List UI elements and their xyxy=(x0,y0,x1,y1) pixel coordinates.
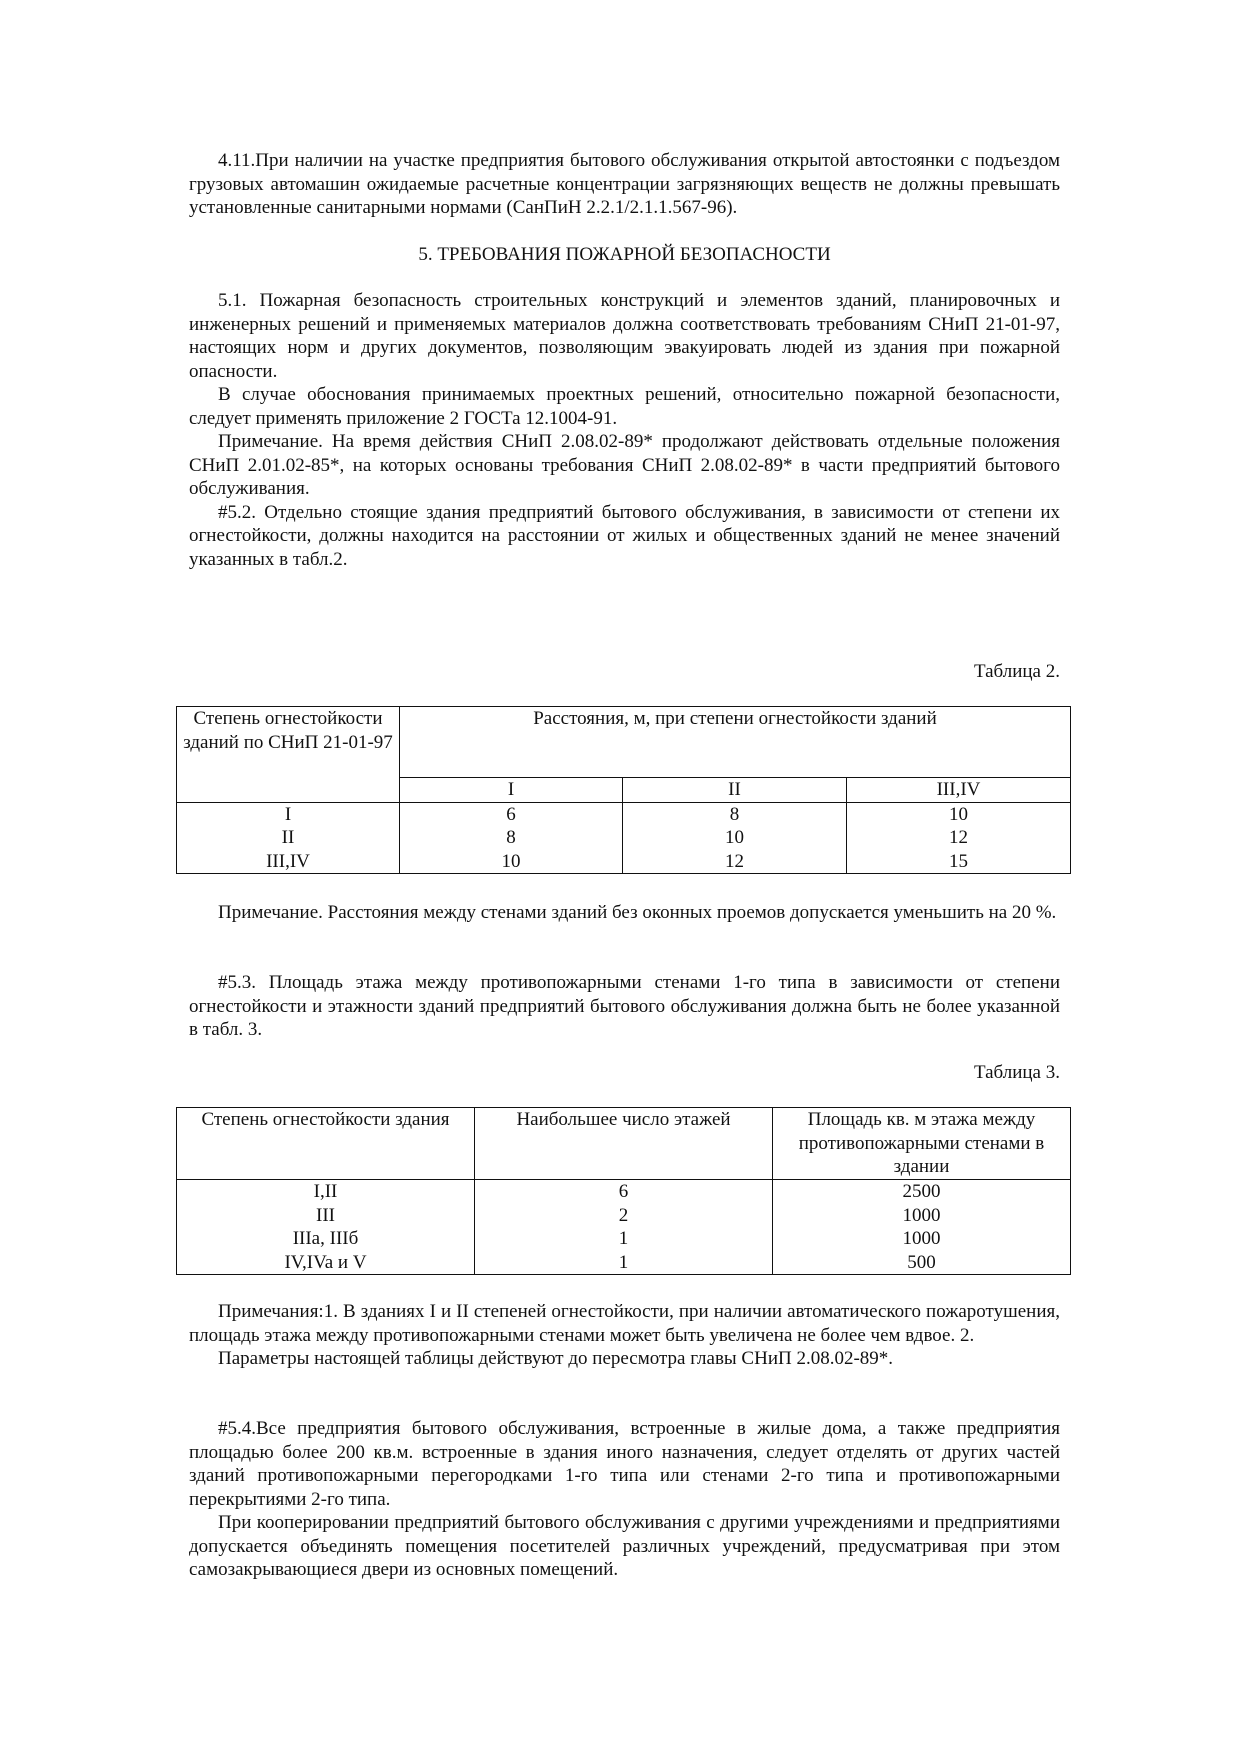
paragraph-5-4-group xyxy=(189,1417,1060,1582)
table-cell: IV,IVa и V xyxy=(177,1251,475,1275)
table-header-cell: III,IV xyxy=(847,778,1071,803)
paragraph-5-3 xyxy=(189,971,1060,1042)
table-row xyxy=(177,1180,1071,1204)
table-cell: II xyxy=(177,826,400,850)
table-cell: III xyxy=(177,1204,475,1228)
table-cell: 12 xyxy=(847,826,1071,850)
table-3 xyxy=(176,1107,1071,1275)
paragraph-text: 4.11.При наличии на участке предприятия бытового обслуживания открытой автостоянки с подъездом грузовых автомашин ожидаемые расчетные концентрации загрязняющих веществ не должны превышать установленные санитарными нормами (СанПиН 2.2.1/2.1.1.567-96). xyxy=(189,150,1060,218)
paragraph-5-1b: В случае обоснования принимаемых проектных решений, относительно пожарной безопасности, следует применять приложение 2 ГОСТа 12.1004-91. xyxy=(189,384,1060,429)
table-cell: IIIа, IIIб xyxy=(177,1227,475,1251)
table-cell: 15 xyxy=(847,850,1071,874)
table-cell: 6 xyxy=(400,802,623,826)
paragraph-note: Примечание. На время действия СНиП 2.08.02-89* продолжают действовать отдельные положения СНиП 2.01.02-85*, на которых основаны требования СНиП 2.08.02-89* в части предприятий бытового обслуживания. xyxy=(189,431,1060,499)
note-text: Примечание. Расстояния между стенами зданий без оконных проемов допускается уменьшить на 20 %. xyxy=(218,902,1057,923)
table2-caption: Таблица 2. xyxy=(973,661,1060,682)
table-cell: I xyxy=(177,802,400,826)
table-row xyxy=(177,802,1071,826)
table-cell: 8 xyxy=(623,802,847,826)
table-row xyxy=(177,1251,1071,1275)
table-row xyxy=(177,1227,1071,1251)
table-header-cell: II xyxy=(623,778,847,803)
paragraph-5-4b: При кооперировании предприятий бытового обслуживания с другими учреждениями и предприятиями допускается объединять помещения посетителей различных учреждений, предусматривая при этом самозакрывающиеся двери из основных помещений. xyxy=(189,1512,1060,1580)
paragraph-5-2: #5.2. Отдельно стоящие здания предприятий бытового обслуживания, в зависимости от степени их огнестойкости, должны находится на расстоянии от жилых и общественных зданий не менее значений указанных в табл.2. xyxy=(189,501,1060,570)
table-cell: 1 xyxy=(475,1227,773,1251)
table-2 xyxy=(176,706,1071,874)
section-title: 5. ТРЕБОВАНИЯ ПОЖАРНОЙ БЕЗОПАСНОСТИ xyxy=(418,244,831,265)
note-text: Параметры настоящей таблицы действуют до пересмотра главы СНиП 2.08.02-89*. xyxy=(218,1348,894,1369)
table-row xyxy=(177,850,1071,874)
table-cell: 1000 xyxy=(773,1204,1071,1228)
table2-note xyxy=(189,901,1060,925)
table-row xyxy=(177,826,1071,850)
table-header-row xyxy=(177,707,1071,778)
table-cell: I,II xyxy=(177,1180,475,1204)
table-cell: 10 xyxy=(623,826,847,850)
table-cell: 1 xyxy=(475,1251,773,1275)
table-header-cell: Степень огнестойкости зданий по СНиП 21-01-97 xyxy=(177,707,400,803)
table-header-row xyxy=(177,1108,1071,1180)
note-text: Примечания:1. В зданиях I и II степеней огнестойкости, при наличии автоматического пожаротушения, площадь этажа между противопожарными стенами может быть увеличена не более чем вдвое. 2. xyxy=(189,1301,1060,1346)
table-cell: 2500 xyxy=(773,1180,1071,1204)
table-header-cell: Расстояния, м, при степени огнестойкости зданий xyxy=(400,707,1071,778)
paragraph-text: #5.3. Площадь этажа между противопожарными стенами 1-го типа в зависимости от степени огнестойкости и этажности зданий предприятий бытового обслуживания должна быть не более указанной в табл. 3. xyxy=(189,972,1060,1040)
table-cell: 500 xyxy=(773,1251,1071,1275)
table-cell: 12 xyxy=(623,850,847,874)
table3-caption: Таблица 3. xyxy=(973,1062,1060,1083)
table-row xyxy=(177,1204,1071,1228)
table-cell: III,IV xyxy=(177,850,400,874)
table-cell: 10 xyxy=(847,802,1071,826)
paragraph-5-4: #5.4.Все предприятия бытового обслуживания, встроенные в жилые дома, а также предприятия площадью более 200 кв.м. встроенные в здания иного назначения, следует отделять от других частей зданий противопожарными перегородками 1-го типа или стенами 2-го типа и противопожарными перекрытиями 2-го типа. xyxy=(189,1418,1060,1510)
table-header-cell: Площадь кв. м этажа между противопожарными стенами в здании xyxy=(773,1108,1071,1180)
paragraph-5-1-group xyxy=(189,289,1060,571)
table-cell: 1000 xyxy=(773,1227,1071,1251)
table-cell: 6 xyxy=(475,1180,773,1204)
table-header-cell: Наибольшее число этажей xyxy=(475,1108,773,1180)
table3-notes xyxy=(189,1300,1060,1371)
table-cell: 8 xyxy=(400,826,623,850)
table-cell: 10 xyxy=(400,850,623,874)
table-header-cell: I xyxy=(400,778,623,803)
paragraph-5-1: 5.1. Пожарная безопасность строительных конструкций и элементов зданий, планировочных и инженерных решений и применяемых материалов должна соответствовать требованиям СНиП 21-01-97, настоящих норм и других документов, позволяющим эвакуировать людей из здания при пожарной опасности. xyxy=(189,290,1060,382)
table-cell: 2 xyxy=(475,1204,773,1228)
table-header-cell: Степень огнестойкости здания xyxy=(177,1108,475,1180)
paragraph-4-11 xyxy=(189,149,1060,220)
